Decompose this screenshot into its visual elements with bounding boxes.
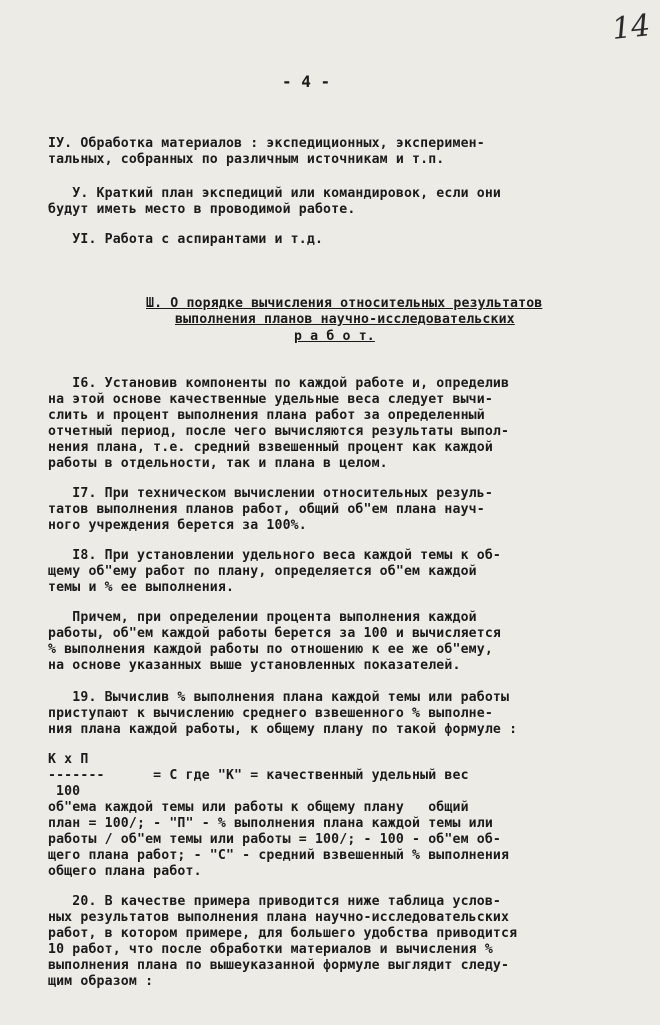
section-heading: Ш. О порядке вычисления относительных результатов	[146, 296, 543, 311]
text-line: УI. Работа с аспирантами и т.д.	[48, 232, 324, 247]
text-line: отчетный период, после чего вычисляются результаты выпол-	[48, 424, 510, 439]
section-heading: р а б о т.	[294, 329, 375, 344]
formula-denominator: 100	[56, 784, 81, 799]
text-line: татов выполнения планов работ, общий об"ем плана науч-	[48, 502, 485, 517]
text-line: Причем, при определении процента выполнения каждой	[48, 610, 477, 625]
text-line: I7. При техническом вычислении относительных резуль-	[48, 486, 493, 501]
text-line: тальных, собранных по различным источникам и т.п.	[48, 152, 445, 167]
page-number: - 4 -	[282, 72, 331, 91]
text-line: общего плана работ.	[48, 864, 202, 879]
text-line: работы / об"ем темы или работы = 100/; - 100 - об"ем об-	[48, 832, 502, 847]
text-line: будут иметь место в проводимой работе.	[48, 202, 356, 217]
text-line: работ, в котором примере, для большего удобства приводится	[48, 926, 518, 941]
text-line: нения плана, т.е. средний взвешенный процент как каждой	[48, 440, 493, 455]
text-line: 20. В качестве примера приводится ниже таблица услов-	[48, 894, 502, 909]
formula-line: ------- = С где "К" = качественный удельный вес	[48, 768, 469, 783]
text-line: на основе указанных выше установленных показателей.	[48, 658, 461, 673]
archive-handwritten-number: 14	[610, 8, 652, 47]
text-line: слить и процент выполнения плана работ за определенный	[48, 408, 485, 423]
text-line: работы, об"ем каждой работы берется за 100 и вычисляется	[48, 626, 502, 641]
text-line: ных результатов выполнения плана научно-исследовательских	[48, 910, 510, 925]
text-line: IУ. Обработка материалов : экспедиционных, эксперимен-	[48, 136, 485, 151]
text-line: I8. При установлении удельного веса каждой темы к об-	[48, 548, 502, 563]
text-line: У. Краткий план экспедиций или командировок, если они	[48, 186, 502, 201]
text-line: I6. Установив компоненты по каждой работе и, определив	[48, 376, 510, 391]
text-line: щему об"ему работ по плану, определяется об"ем каждой	[48, 564, 477, 579]
text-line: об"ема каждой темы или работы к общему плану общий	[48, 800, 469, 815]
text-line: работы в отдельности, так и плана в целом.	[48, 456, 388, 471]
text-line: 19. Вычислив % выполнения плана каждой темы или работы	[48, 690, 510, 705]
text-line: приступают к вычислению среднего взвешенного % выполне-	[48, 706, 493, 721]
formula-numerator: К х П	[48, 752, 89, 767]
text-line: план = 100/; - "П" - % выполнения плана каждой темы или	[48, 816, 493, 831]
text-line: ного учреждения берется за 100%.	[48, 518, 307, 533]
text-line: ния плана каждой работы, к общему плану по такой формуле :	[48, 722, 518, 737]
text-line: выполнения плана по вышеуказанной формуле выглядит следу-	[48, 958, 510, 973]
text-line: темы и % ее выполнения.	[48, 580, 235, 595]
text-line: 10 работ, что после обработки материалов и вычисления %	[48, 942, 493, 957]
text-line: щего плана работ; - "С" - средний взвешенный % выполнения	[48, 848, 510, 863]
section-heading: выполнения планов научно-исследовательских	[175, 312, 515, 327]
text-line: на этой основе качественные удельные веса следует вычи-	[48, 392, 493, 407]
text-line: щим образом :	[48, 974, 154, 989]
text-line: % выполнения каждой работы по отношению к ее же об"ему,	[48, 642, 493, 657]
